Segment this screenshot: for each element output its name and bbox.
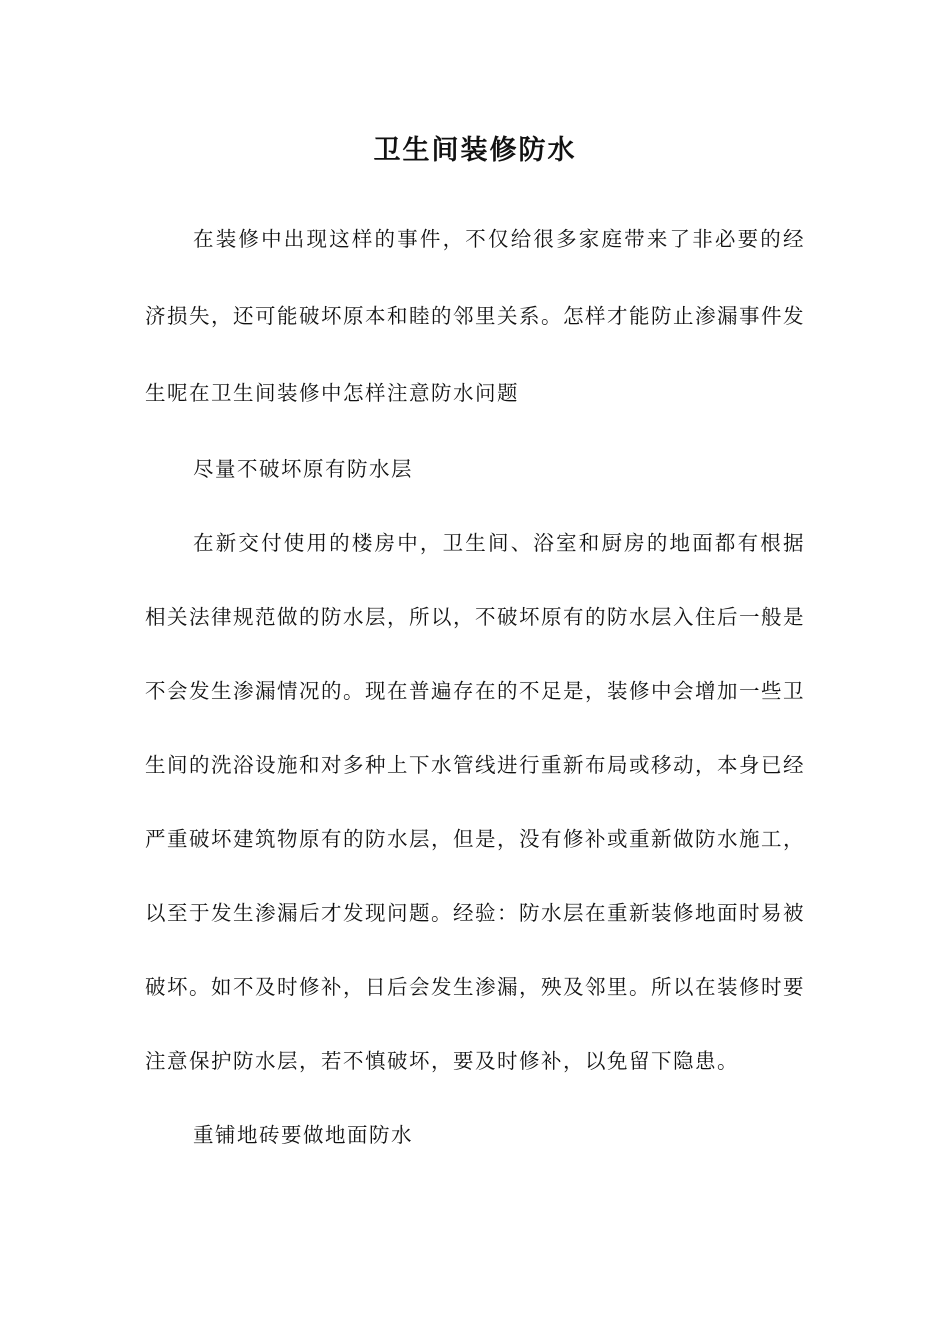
section-heading-keep-waterproof-layer: 尽量不破坏原有防水层 (193, 457, 413, 481)
paragraph-intro: 在装修中出现这样的事件，不仅给很多家庭带来了非必要的经济损失，还可能破坏原本和睦的邻里关系。怎样才能防止渗漏事件发生呢在卫生间装修中怎样注意防水问题 (145, 227, 805, 405)
document-title: 卫生间装修防水 (373, 135, 577, 166)
section-heading-floor-tile-waterproof: 重铺地砖要做地面防水 (193, 1123, 413, 1147)
document-body (145, 201, 805, 1172)
paragraph-waterproof-layer: 在新交付使用的楼房中，卫生间、浴室和厨房的地面都有根据相关法律规范做的防水层，所以，不破坏原有的防水层入住后一般是不会发生渗漏情况的。现在普遍存在的不足是，装修中会增加一些卫生间的洗浴设施和对多种上下水管线进行重新布局或移动，本身已经严重破坏建筑物原有的防水层，但是，没有修补或重新做防水施工，以至于发生渗漏后才发现问题。经验：防水层在重新装修地面时易被破坏。如不及时修补，日后会发生渗漏，殃及邻里。所以在装修时要注意保护防水层，若不慎破坏，要及时修补，以免留下隐患。 (145, 531, 805, 1073)
